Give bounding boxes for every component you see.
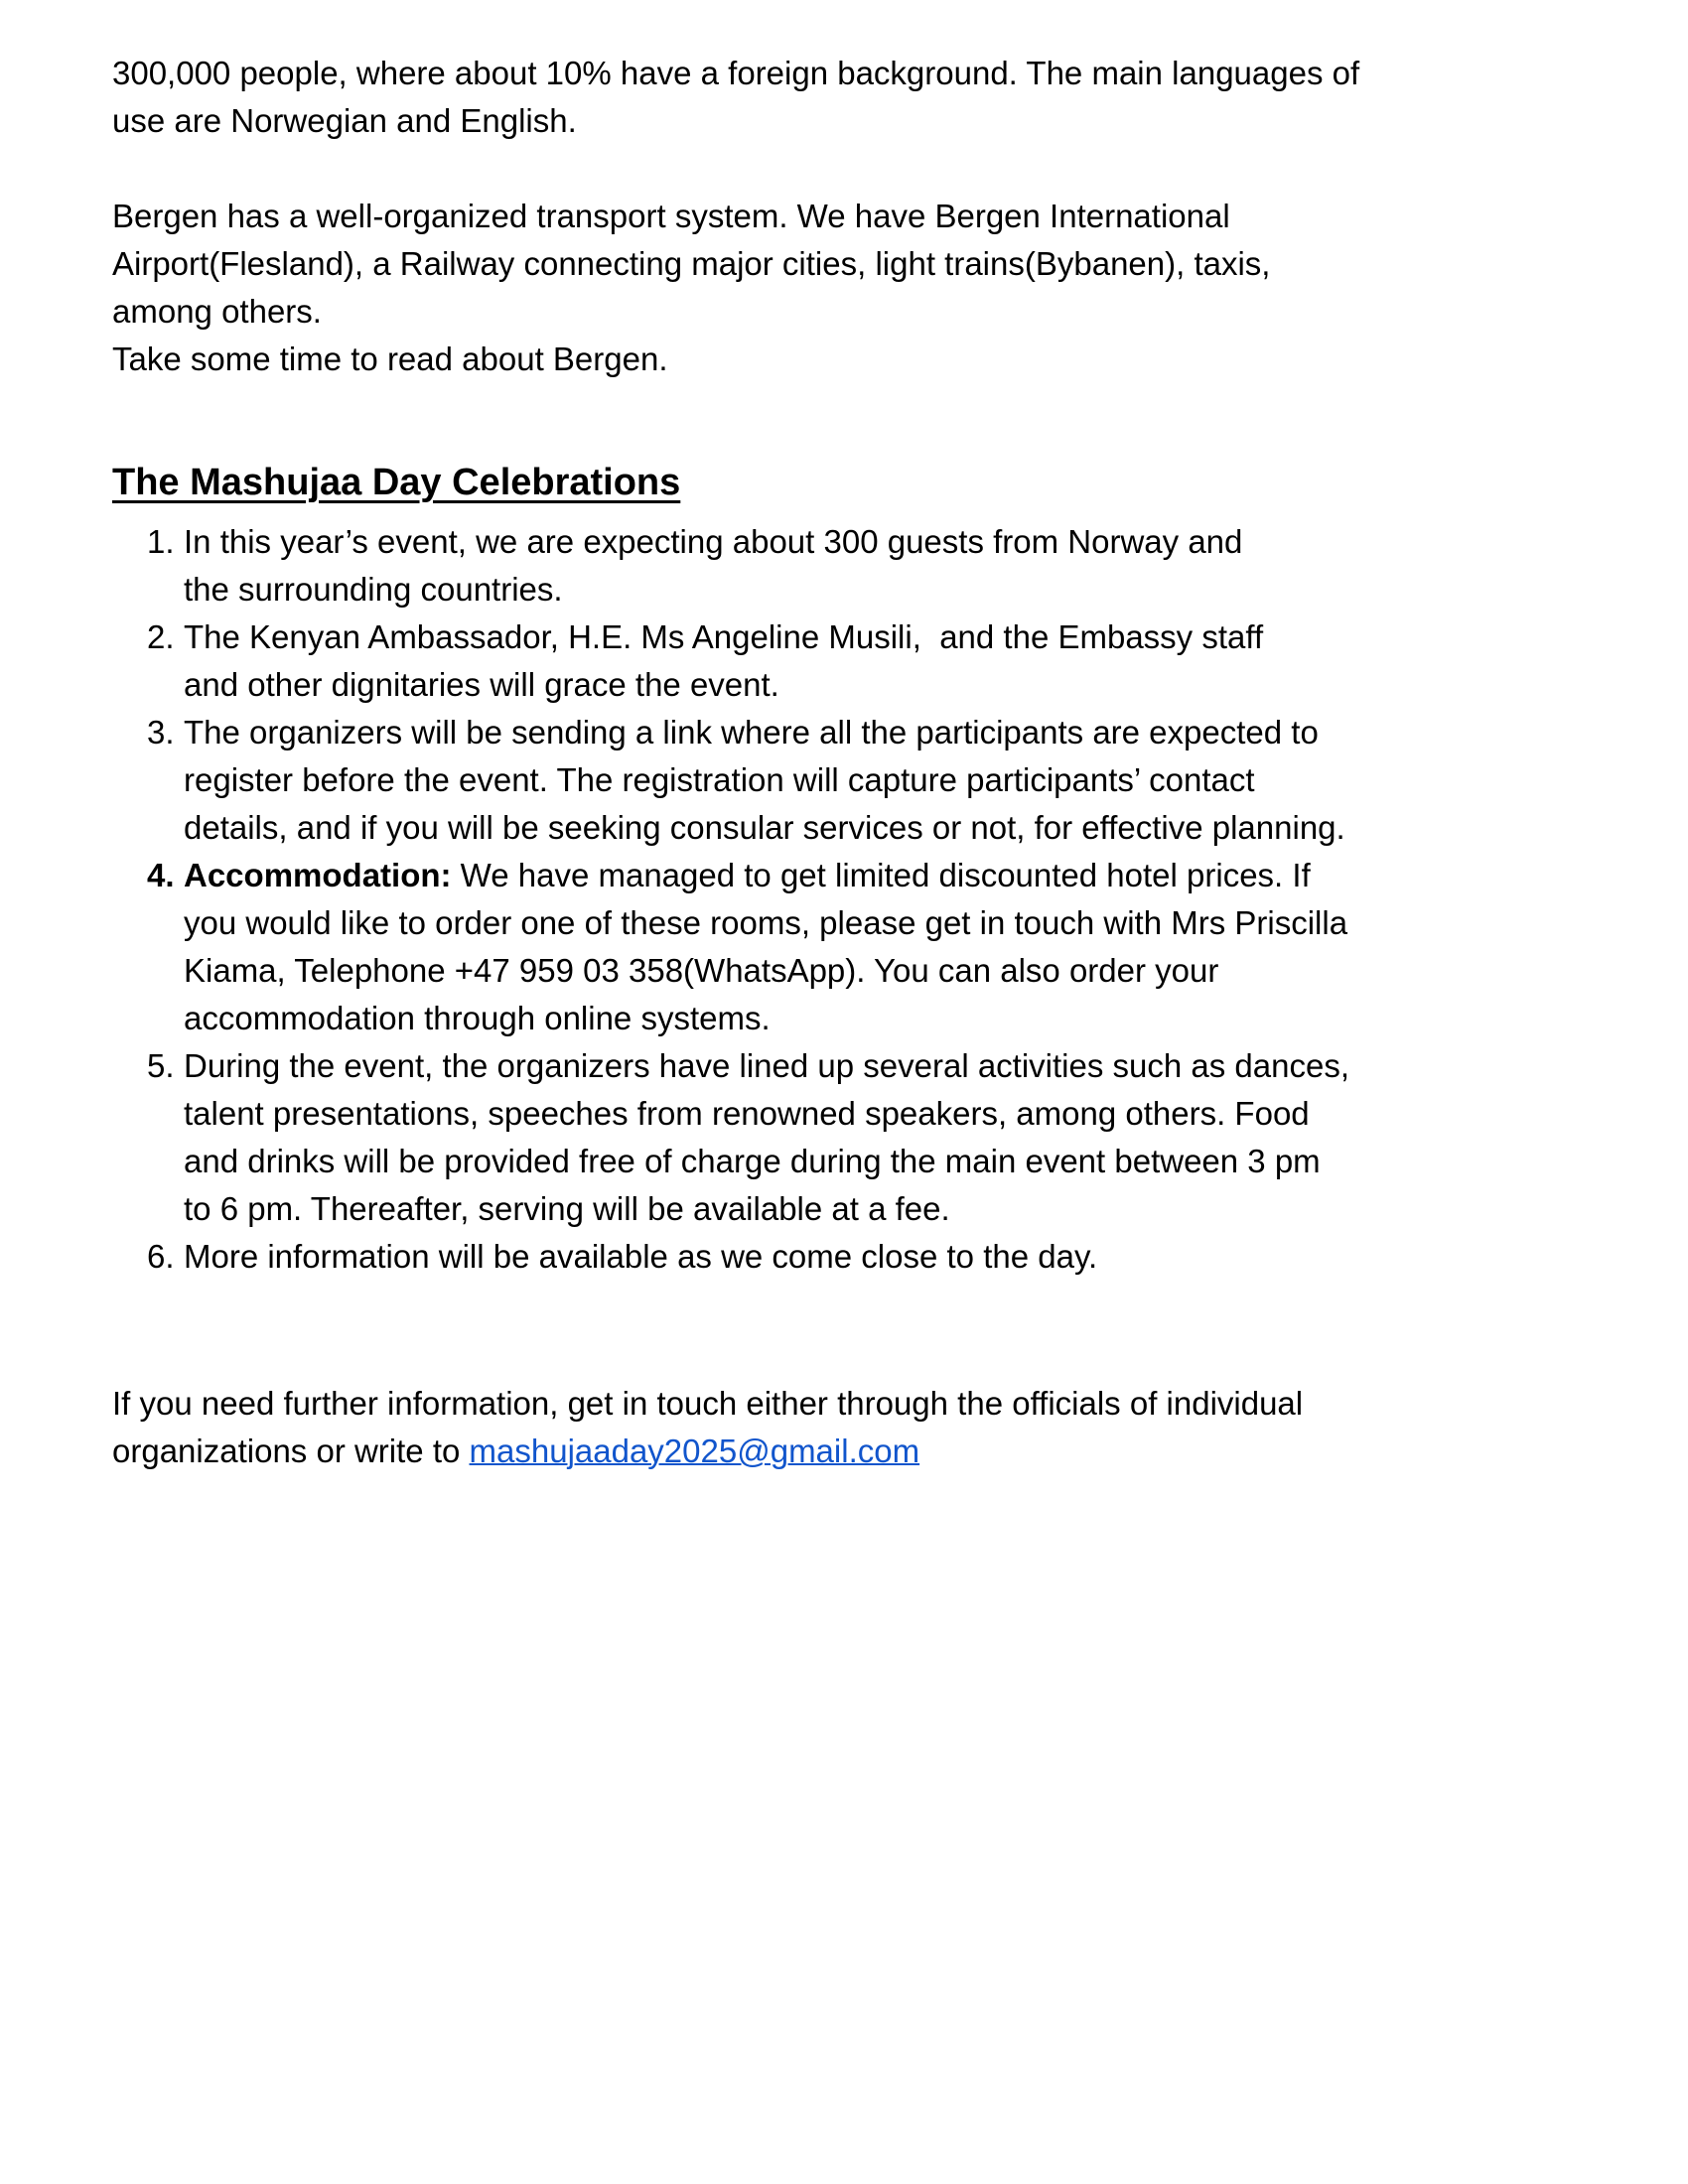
list-item-number: 6. — [147, 1238, 175, 1275]
list-item-number: 5. — [147, 1047, 175, 1084]
list-item-text: Accommodation: We have managed to get limited discounted hotel prices. If you would like to order one of these rooms, please get in touch with Mrs Priscilla Kiama, Telephone +47 959 03 358(WhatsApp). You can also order your accommodation through online systems. — [184, 857, 1348, 1036]
paragraph-line: 300,000 people, where about 10% have a foreign background. The main languages of — [112, 55, 1360, 91]
list-item-text: The organizers will be sending a link where all the participants are expected to register before the event. The registration will capture participants’ contact details, and if you will be seeking consular services or not, for effective planning. — [184, 714, 1345, 846]
list-item-text: During the event, the organizers have lined up several activities such as dances, talent presentations, speeches from renowned speakers, among others. Food and drinks will be provided free of charge during the main event between 3 pm to 6 pm. Thereafter, serving will be available at a fee. — [184, 1047, 1349, 1227]
paragraph-spacer — [112, 383, 1581, 431]
list-item — [147, 1233, 1581, 1281]
intro-paragraph-1 — [112, 50, 1581, 145]
paragraph-line: Take some time to read about Bergen. — [112, 341, 668, 377]
list-item-text: The Kenyan Ambassador, H.E. Ms Angeline Musili, and the Embassy staff and other dignitaries will grace the event. — [184, 618, 1264, 703]
numbered-list — [147, 518, 1581, 1281]
accommodation-label: Accommodation: — [184, 857, 452, 893]
paragraph-line: If you need further information, get in touch either through the officials of individual — [112, 1385, 1304, 1422]
paragraph-line: Airport(Flesland), a Railway connecting major cities, light trains(Bybanen), taxis, — [112, 245, 1271, 282]
list-item-text: More information will be available as we come close to the day. — [184, 1238, 1098, 1275]
section-heading: The Mashujaa Day Celebrations — [112, 462, 681, 503]
list-item-number: 3. — [147, 714, 175, 751]
paragraph-line: use are Norwegian and English. — [112, 102, 577, 139]
list-item — [147, 709, 1581, 852]
list-item — [147, 852, 1581, 1042]
list-item — [147, 518, 1581, 614]
paragraph-line: Bergen has a well-organized transport system. We have Bergen International — [112, 198, 1230, 234]
list-item-number: 1. — [147, 523, 175, 560]
intro-paragraph-2 — [112, 193, 1581, 383]
paragraph-line: among others. — [112, 293, 322, 330]
paragraph-line: organizations or write to mashujaaday2025@gmail.com — [112, 1433, 920, 1469]
list-item-number: 2. — [147, 618, 175, 655]
email-link[interactable]: mashujaaday2025@gmail.com — [469, 1433, 920, 1469]
list-item — [147, 1042, 1581, 1233]
list-item — [147, 614, 1581, 709]
list-item-text: In this year’s event, we are expecting about 300 guests from Norway and the surrounding countries. — [184, 523, 1243, 608]
list-item-number: 4. — [147, 857, 175, 893]
closing-paragraph — [112, 1380, 1581, 1475]
paragraph-spacer — [112, 145, 1581, 193]
